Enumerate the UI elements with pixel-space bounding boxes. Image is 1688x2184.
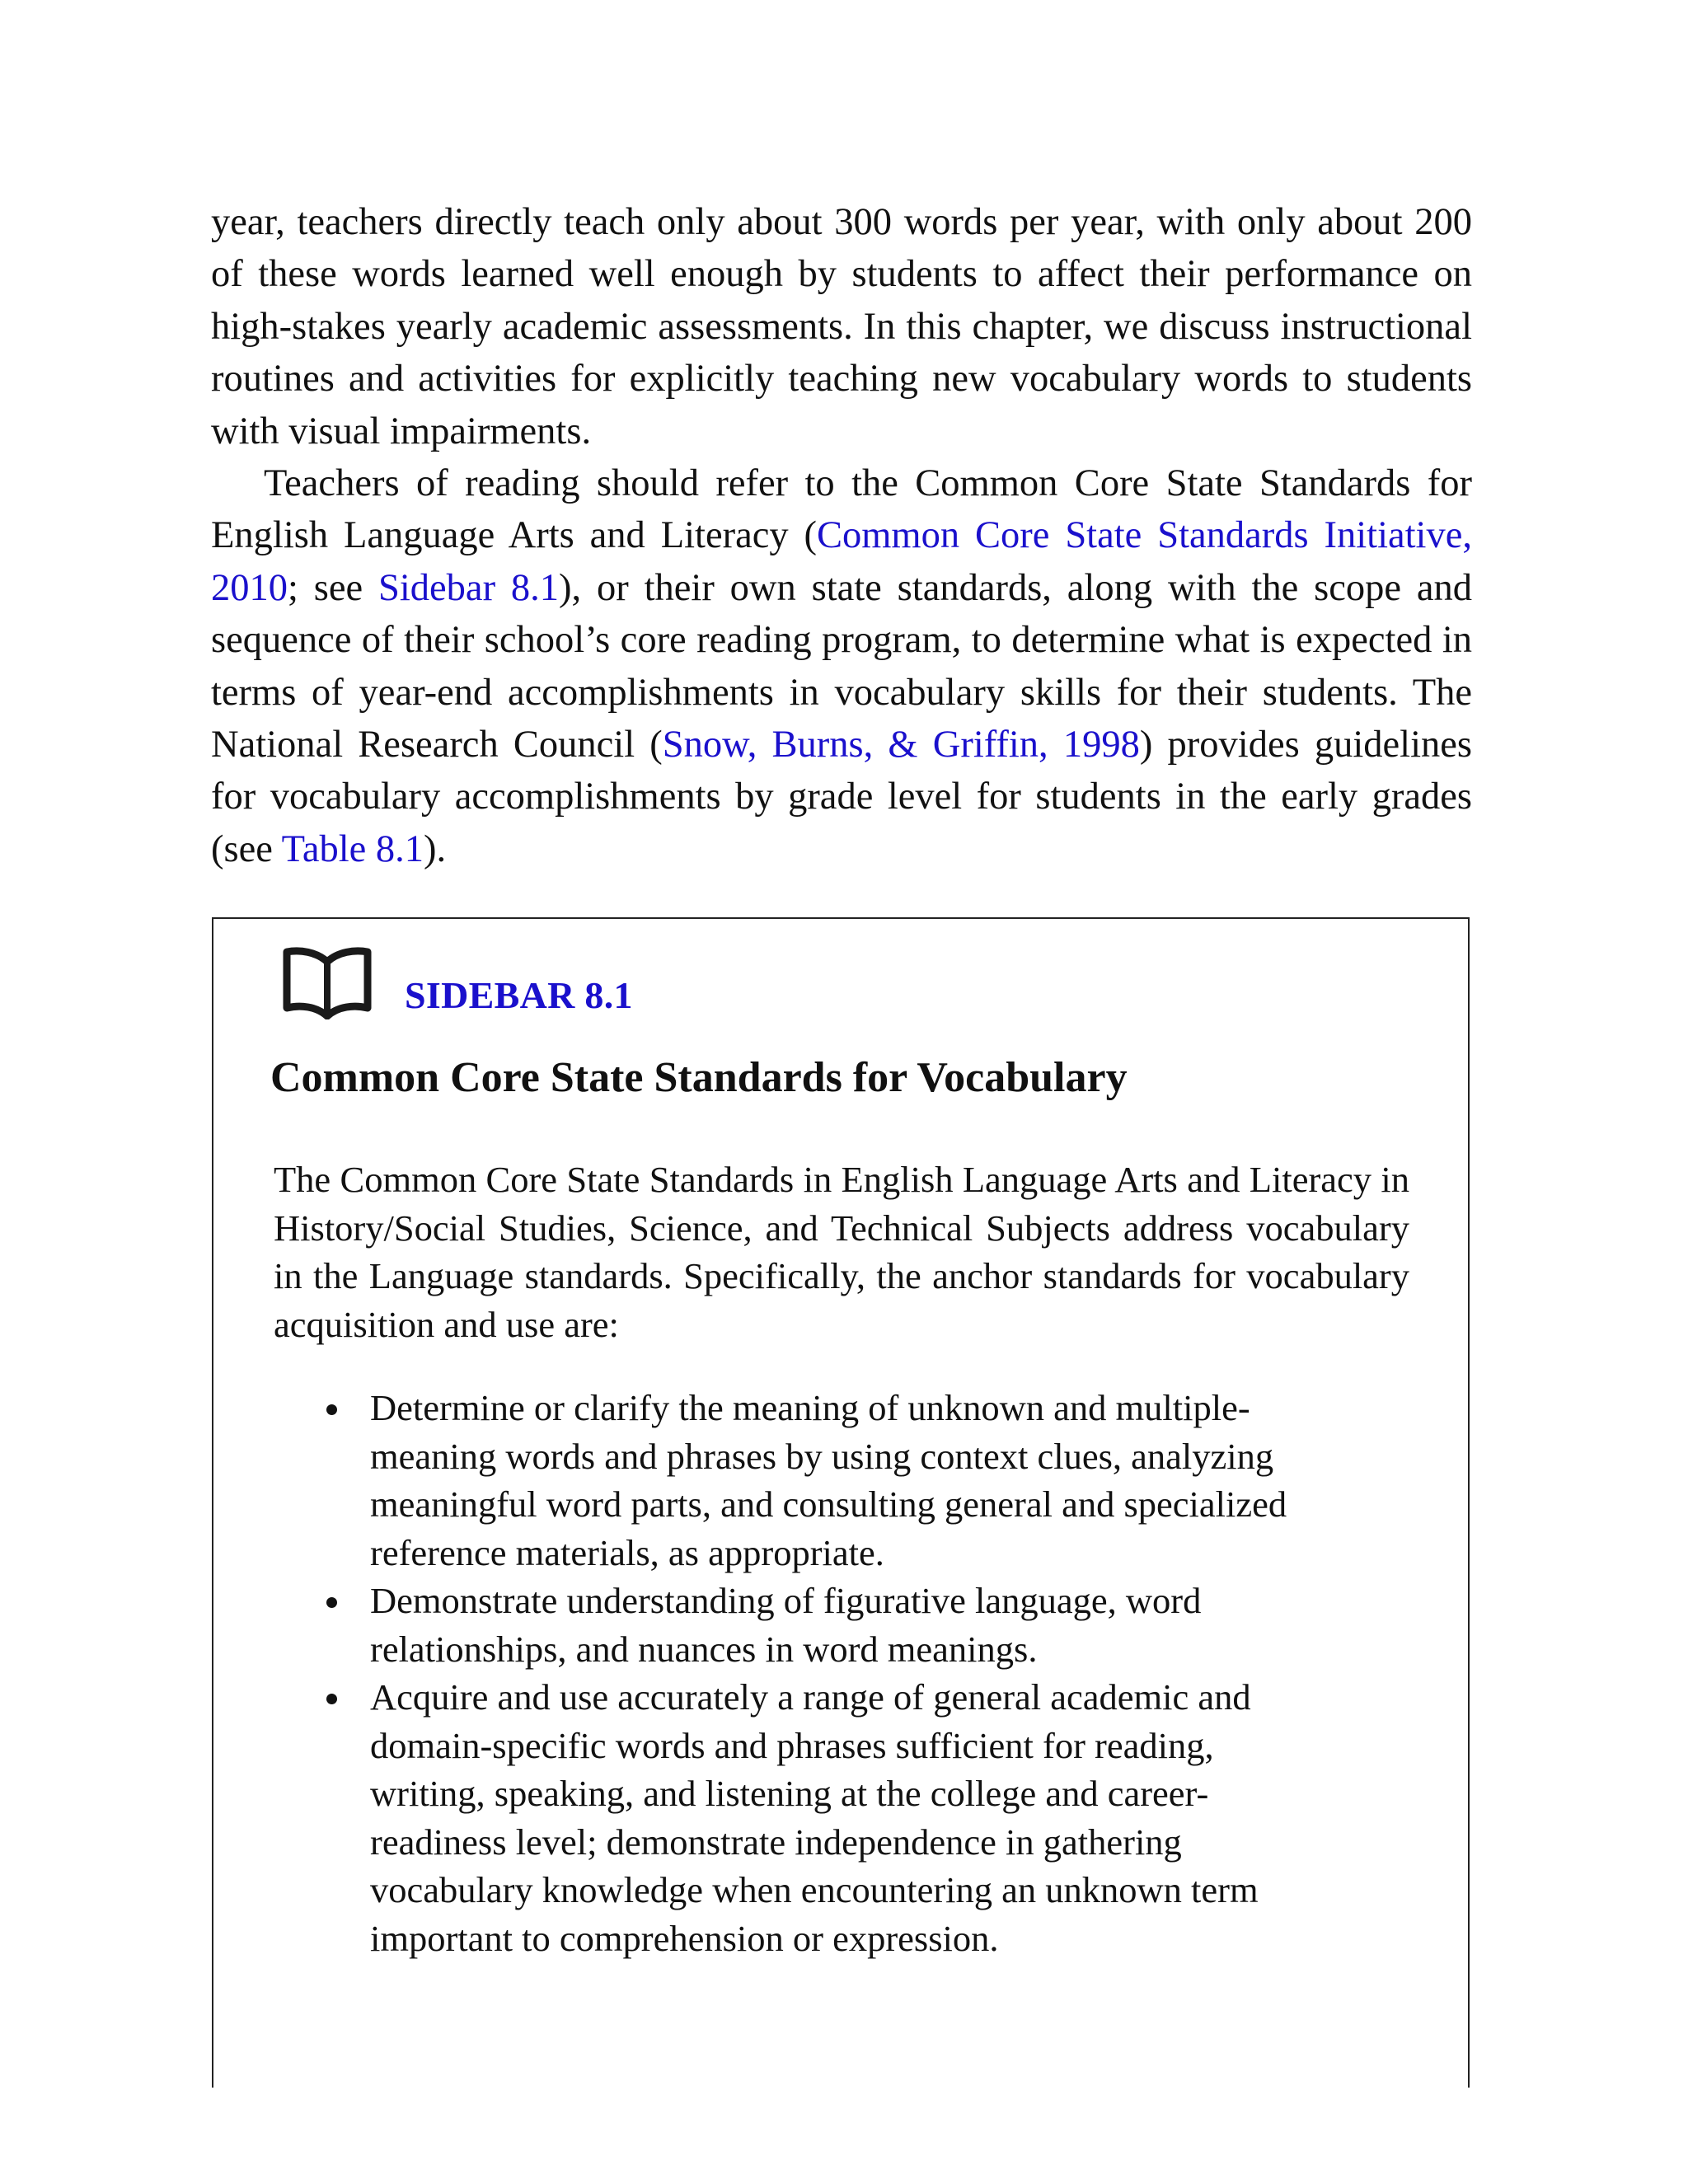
open-book-icon: [280, 944, 374, 1019]
sidebar-label: SIDEBAR 8.1: [405, 974, 633, 1016]
paragraph-2: [211, 457, 1472, 875]
list-line: reference materials, as appropriate.: [370, 1531, 884, 1573]
paragraph-2-text: ), or their own state standards, along with the scope and sequence of their school’s core reading program, to determine what is expected in terms of year-end accomplishments in vocabulary skills for their students. The National Research Council (: [211, 566, 1473, 766]
sidebar-8-1-link[interactable]: Sidebar 8.1: [378, 566, 560, 609]
list-line: Determine or clarify the meaning of unknown and multiple-: [370, 1387, 1250, 1428]
list-line: Acquire and use accurately a range of general academic and: [370, 1676, 1251, 1718]
list-line: important to comprehension or expression.: [370, 1917, 999, 1959]
paragraph-1: year, teachers directly teach only about 300 words per year, with only about 200 of these words learned well enough by students to affect their performance on high-stakes yearly academic assessments. In this chapter, we discuss instructional routines and activities for explicitly teaching new vocabulary words to students with visual impairments.: [211, 201, 1472, 452]
bullet-icon: [326, 1597, 337, 1608]
main-text: [211, 196, 1472, 875]
list-line: readiness level; demonstrate independence in gathering: [370, 1821, 1182, 1863]
list-line: domain-specific words and phrases sufficient for reading,: [370, 1724, 1214, 1766]
paragraph-2-text: ).: [424, 827, 447, 870]
citation-link-snow[interactable]: Snow, Burns, & Griffin, 1998: [662, 724, 1140, 766]
citation-link-ccss[interactable]: Common Core State Standards Initiative, 2010: [211, 514, 1472, 609]
list-line: relationships, and nuances in word meanings.: [370, 1628, 1038, 1670]
paragraph-2-text: Teachers of reading should refer to the Common Core State Standards for English Language Arts and Literacy (: [211, 462, 1472, 557]
list-line: vocabulary knowledge when encountering an unknown term: [370, 1869, 1259, 1910]
list-item: [370, 1673, 1400, 1962]
paragraph-2-text: ) provides guidelines for vocabulary accomplishments by grade level for students in the early grades (see: [211, 724, 1472, 870]
bullet-icon: [326, 1404, 337, 1415]
sidebar-box: [212, 917, 1470, 2088]
sidebar-list: [370, 1384, 1400, 1962]
list-item: [370, 1577, 1400, 1673]
list-line: writing, speaking, and listening at the college and career-: [370, 1773, 1209, 1814]
sidebar-intro: The Common Core State Standards in English Language Arts and Literacy in History/Social Studies, Science, and Technical Subjects address vocabulary in the Language standards. Specifically, the anchor standards for vocabulary acquisition and use are:: [274, 1159, 1409, 1346]
list-line: Demonstrate understanding of figurative language, word: [370, 1580, 1202, 1621]
list-line: meaningful word parts, and consulting general and specialized: [370, 1483, 1287, 1525]
list-item: [370, 1384, 1400, 1577]
bullet-icon: [326, 1694, 337, 1704]
table-8-1-link[interactable]: Table 8.1: [281, 827, 424, 870]
paragraph-2-text: ; see: [288, 566, 379, 609]
sidebar-title: Common Core State Standards for Vocabulary: [270, 1054, 1128, 1101]
list-line: meaning words and phrases by using context clues, analyzing: [370, 1435, 1274, 1477]
